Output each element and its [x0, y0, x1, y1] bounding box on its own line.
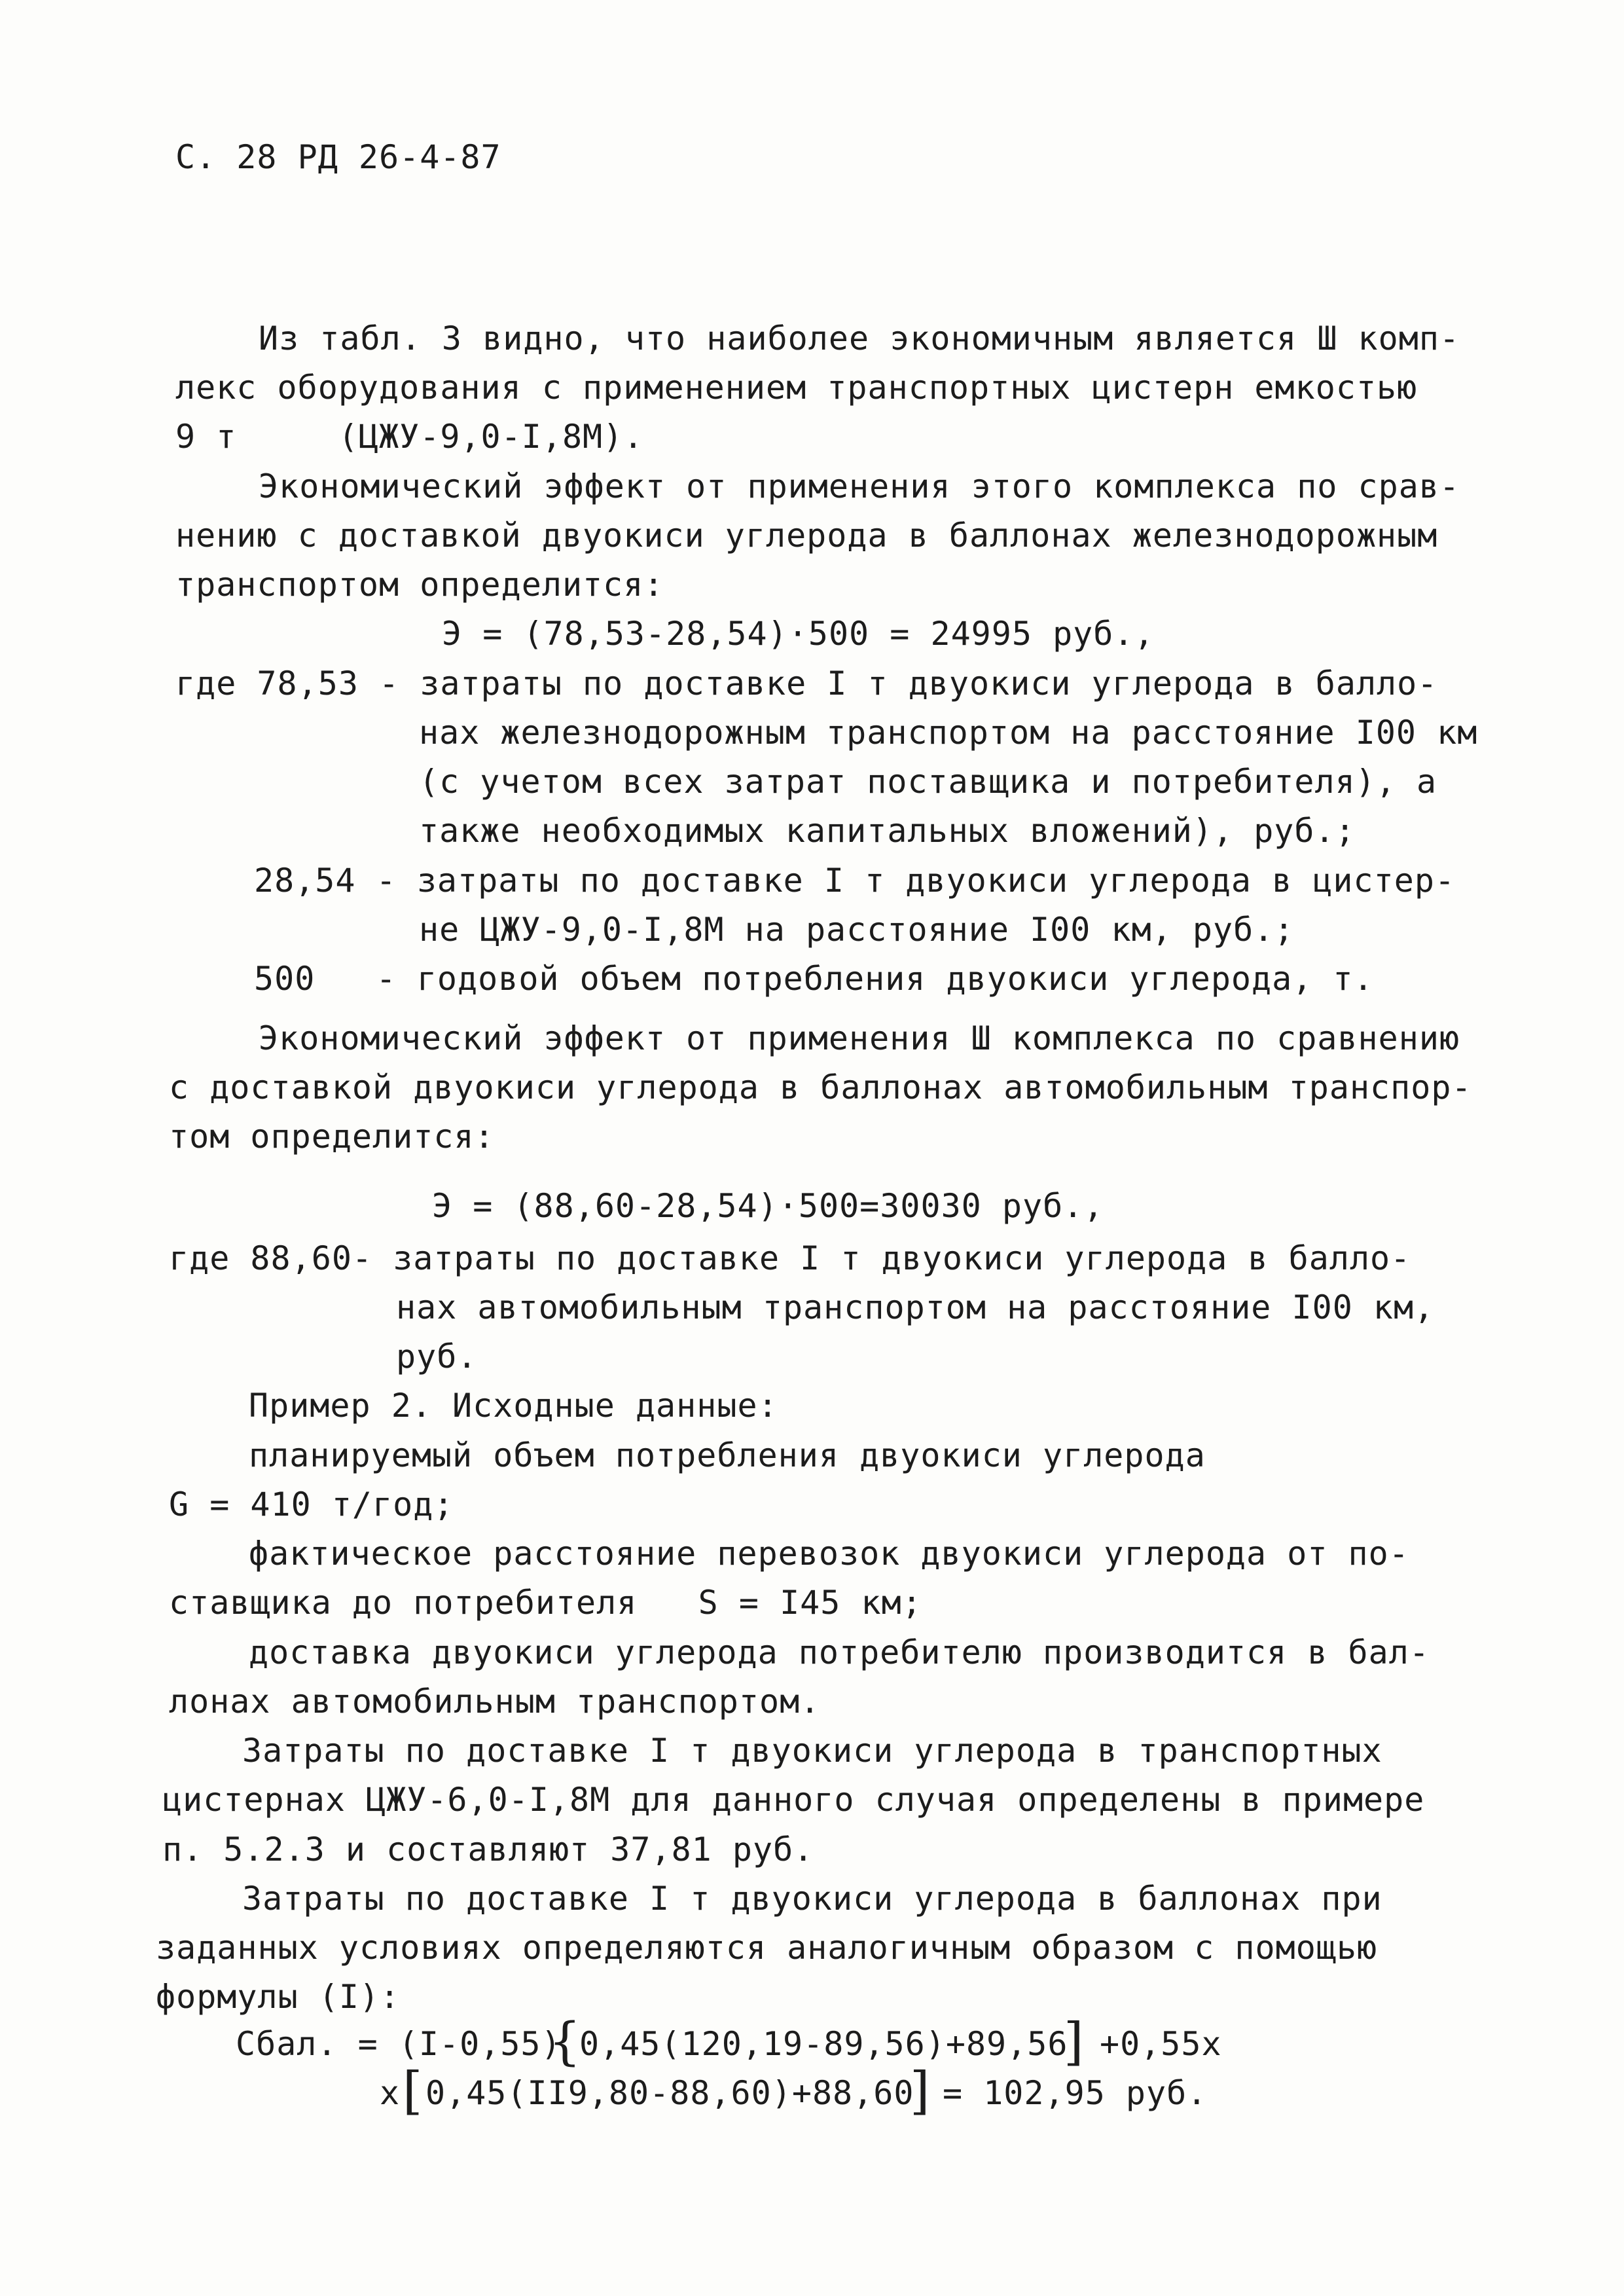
- where-line: 500 - годовой объем потребления двуокиси углерода, т.: [254, 960, 1374, 998]
- formula-3-tail-2: = 102,95 руб.: [943, 2074, 1208, 2112]
- close-bracket: ]: [1064, 2013, 1084, 2071]
- text-line: Пример 2. Исходные данные:: [249, 1387, 778, 1425]
- text-line: доставка двуокиси углерода потребителю производится в бал-: [249, 1633, 1430, 1671]
- text-line: Экономический эффект от применения Ш комплекса по сравнению: [259, 1019, 1460, 1057]
- formula-3-inner-2: 0,45(II9,80-88,60)+88,60: [425, 2074, 914, 2112]
- formula-3-inner-1: 0,45(120,19-89,56)+89,56: [579, 2025, 1068, 2063]
- text-line: нению с доставкой двуокиси углерода в баллонах железнодорожным: [175, 517, 1438, 555]
- text-line: п. 5.2.3 и составляют 37,81 руб.: [162, 1831, 814, 1868]
- text-line: лонах автомобильным транспортом.: [169, 1683, 821, 1721]
- formula-3-tail-1: +0,55x: [1100, 2025, 1222, 2063]
- formula-line: Э = (78,53-28,54)·500 = 24995 руб.,: [442, 615, 1155, 653]
- formula-line: Э = (88,60-28,54)·500=30030 руб.,: [432, 1187, 1104, 1225]
- formula-3-label: Сбал. = (I-0,55): [236, 2025, 562, 2063]
- text-line: планируемый объем потребления двуокиси углерода: [249, 1436, 1206, 1474]
- where-line: также необходимых капитальных вложений), руб.;: [419, 812, 1356, 850]
- open-bracket: [: [403, 2062, 423, 2121]
- text-line: лекс оборудования с применением транспортных цистерн емкостью: [175, 369, 1418, 407]
- page-header: С. 28 РД 26-4-87: [175, 138, 501, 176]
- text-line: Затраты по доставке I т двуокиси углерода в транспортных: [242, 1732, 1382, 1770]
- text-line: ставщика до потребителя S = I45 км;: [169, 1584, 922, 1622]
- where-line: (с учетом всех затрат поставщика и потребителя), а: [419, 763, 1437, 801]
- where-line: руб.: [396, 1338, 478, 1376]
- where-line: 28,54 - затраты по доставке I т двуокиси углерода в цистер-: [254, 862, 1456, 900]
- text-line: 9 т (ЦЖУ-9,0-I,8М).: [175, 418, 644, 456]
- where-line: нах железнодорожным транспортом на расстояние I00 км: [419, 714, 1478, 752]
- open-brace: {: [549, 2013, 581, 2071]
- formula-3-lead-2: x: [380, 2074, 401, 2112]
- text-line: Затраты по доставке I т двуокиси углерода в баллонах при: [242, 1880, 1382, 1918]
- text-line: заданных условиях определяются аналогичным образом с помощью: [156, 1929, 1378, 1967]
- text-line: G = 410 т/год;: [169, 1485, 454, 1523]
- text-line: цистернах ЦЖУ-6,0-I,8М для данного случая определены в примере: [162, 1781, 1425, 1819]
- text-line: транспортом определится:: [175, 566, 664, 604]
- text-line: фактическое расстояние перевозок двуокиси углерода от по-: [249, 1535, 1409, 1573]
- where-line: где 78,53 - затраты по доставке I т двуокиси углерода в балло-: [175, 665, 1438, 702]
- text-line: Экономический эффект от применения этого комплекса по срав-: [259, 467, 1460, 505]
- text-line: том определится:: [169, 1118, 495, 1156]
- where-line: нах автомобильным транспортом на расстояние I00 км,: [396, 1288, 1435, 1326]
- text-line: формулы (I):: [156, 1978, 401, 2016]
- text-line: с доставкой двуокиси углерода в баллонах автомобильным транспор-: [169, 1068, 1472, 1106]
- where-line: не ЦЖУ-9,0-I,8М на расстояние I00 км, руб.;: [419, 911, 1295, 949]
- text-line: Из табл. 3 видно, что наиболее экономичным является Ш комп-: [259, 319, 1460, 357]
- close-bracket: ]: [910, 2062, 930, 2121]
- where-line: где 88,60- затраты по доставке I т двуокиси углерода в балло-: [169, 1239, 1411, 1277]
